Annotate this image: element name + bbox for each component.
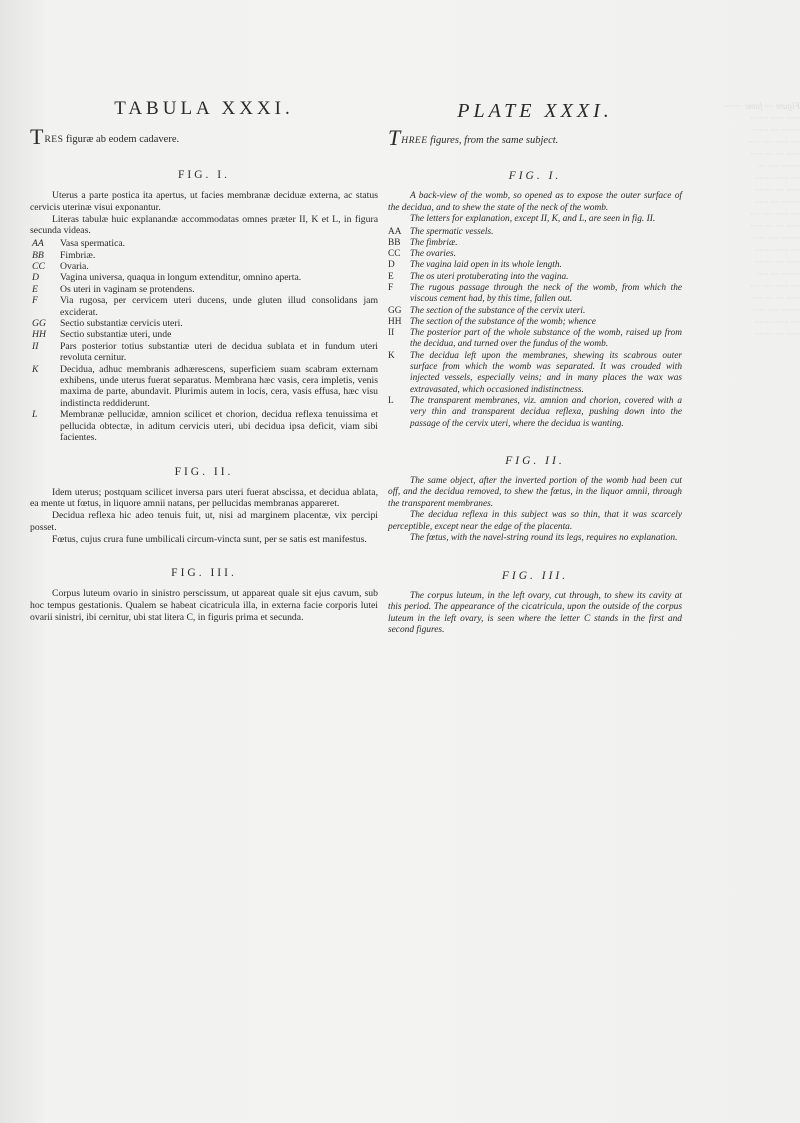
english-intro-text: figures, from the same subject. xyxy=(427,135,559,146)
english-drop-cap: T xyxy=(388,125,401,150)
legend-item xyxy=(388,283,682,306)
legend-text: The transparent membranes, viz. amnion and chorion, covered with a very thin and transparent decidua reflexa, pushing down into the passage of the cervix uteri, where the decidua is wanting. xyxy=(410,395,682,429)
legend-item xyxy=(388,317,682,328)
english-fig1-para1: A back-view of the womb, so opened as to expose the outer surface of the decidua, and to shew the state of the neck of the womb. xyxy=(388,191,682,213)
legend-text: Ovaria. xyxy=(60,261,89,272)
legend-text: The fimbriæ. xyxy=(410,237,458,248)
legend-key: D xyxy=(388,260,395,271)
english-title: PLATE XXXI. xyxy=(457,100,613,122)
latin-fig2-para1: Idem uterus; postquam scilicet inversa pars uteri fuerat abscissa, et decidua ablata, ea mente ut fœtus, in liquore amnii natans, per pellucidas membranas appareret. xyxy=(30,486,378,510)
english-fig2-para1: The same object, after the inverted portion of the womb had been cut off, and the decidua removed, to shew the fœtus, in the liquor amnii, through the transparent membranes. xyxy=(388,475,682,509)
legend-key: F xyxy=(388,282,394,293)
legend-item xyxy=(388,351,682,396)
latin-intro-text: figuræ ab eodem cadavere. xyxy=(63,134,180,145)
english-fig1-heading: FIG. I. xyxy=(508,170,562,182)
legend-key: AA xyxy=(32,238,44,250)
legend-item xyxy=(30,250,378,261)
legend-item xyxy=(30,364,378,410)
latin-fig2-heading: FIG. II. xyxy=(174,465,234,478)
legend-item xyxy=(30,272,378,283)
legend-item xyxy=(388,328,682,351)
legend-text: The rugous passage through the neck of the womb, from which the viscous cement had, by this time, fallen out. xyxy=(410,282,682,305)
english-intro xyxy=(388,125,682,150)
legend-key: L xyxy=(388,395,394,406)
legend-key: II xyxy=(388,328,395,339)
latin-drop-cap: T xyxy=(30,124,44,149)
latin-fig2-para3: Fœtus, cujus crura fune umbilicali circum-vincta sunt, per se satis est manifestus. xyxy=(52,533,367,545)
legend-key: L xyxy=(32,409,38,421)
legend-key: E xyxy=(32,283,38,295)
legend-item xyxy=(30,238,378,249)
latin-fig1-legend xyxy=(30,238,378,443)
english-fig3-heading: FIG. III. xyxy=(501,569,569,582)
latin-intro-caps: RES xyxy=(44,135,64,145)
legend-key: CC xyxy=(388,249,401,260)
legend-text: The ovaries. xyxy=(410,249,456,260)
english-intro-caps: HREE xyxy=(401,136,428,146)
latin-fig1-heading: FIG. I. xyxy=(178,169,230,181)
legend-item xyxy=(30,409,378,443)
legend-key: BB xyxy=(32,249,44,261)
legend-text: Sectio substantiæ cervicis uteri. xyxy=(60,318,183,330)
latin-fig1-para2: Literas tabulæ huic explanandæ accommodatas omnes præter II, K et L, in figura secunda videas. xyxy=(30,213,378,237)
legend-text: Os uteri in vaginam se protendens. xyxy=(60,283,195,295)
english-fig2-para3: The fœtus, with the navel-string round its legs, requires no explanation. xyxy=(410,533,678,544)
legend-text: Sectio substantiæ uteri, unde xyxy=(60,329,172,341)
legend-key: CC xyxy=(32,261,45,272)
english-fig2-heading: FIG. II. xyxy=(505,454,565,467)
legend-key: F xyxy=(32,295,38,307)
legend-item xyxy=(388,396,682,430)
legend-item xyxy=(388,306,682,317)
english-column xyxy=(388,98,682,637)
legend-item xyxy=(30,284,378,295)
english-fig1-para2: The letters for explanation, except II, K, and L, are seen in fig. II. xyxy=(410,214,656,224)
legend-text: The vagina laid open in its whole length. xyxy=(410,260,562,271)
latin-title: TABULA XXXI. xyxy=(114,98,294,119)
legend-text: Vasa spermatica. xyxy=(60,238,126,250)
legend-key: K xyxy=(32,363,39,375)
legend-text: Decidua, adhuc membranis adhærescens, superficiem suam scabram externam exhibens, unde uterus fuerat separatus. Membrana hæc vasis, cera impletis, venis maxima de parte, abundavit. Plurimis autem in locis, cera, vasis effusa, hæc visu indistincta reddiderunt. xyxy=(60,363,378,409)
legend-key: II xyxy=(32,340,39,352)
legend-key: D xyxy=(32,272,39,284)
latin-column xyxy=(30,98,378,624)
legend-item xyxy=(30,329,378,340)
legend-key: GG xyxy=(32,318,46,330)
legend-item xyxy=(30,318,378,329)
legend-text: Fimbriæ. xyxy=(60,249,96,261)
legend-text: The decidua left upon the membranes, shewing its scabrous outer surface from which the womb was separated. It was crouded with injected vessels, especially veins; and in many places the wax was extravasated, which occasioned indistinctness. xyxy=(410,350,682,395)
legend-text: The section of the substance of the womb; whence xyxy=(410,316,596,327)
show-through-text: Figure ···· fame ········ ······ ······ ········ ········ ···· ······· ···· ······ ····· ····· ······ ···· ··· ······ ········ ····· ···· ···· ······· ······· ······ ···· ········ ········ ···· ······ ···· ······ ····· ···· ······ ···· ··· ······ ········ ····· ······ ···· ······· ······· ······ ···· ········ ········ ···· ····· ···· ······ ····· ···· ······ ···· ··· ····· ········ ····· ······ ···· ······· ······· ······ ···· ········ xyxy=(724,101,800,339)
legend-text: Via rugosa, per cervicem uteri ducens, unde gluten illud consolidans jam exciderat. xyxy=(60,295,378,318)
legend-key: E xyxy=(388,271,394,282)
legend-text: The posterior part of the whole substance of the womb, raised up from the decidua, and turned over the fundus of the womb. xyxy=(410,328,682,350)
legend-item xyxy=(388,238,682,249)
legend-key: HH xyxy=(388,316,402,327)
legend-text: The section of the substance of the cervix uteri. xyxy=(410,305,586,316)
latin-fig3-heading: FIG. III. xyxy=(171,567,237,580)
legend-text: Vagina universa, quaqua in longum extenditur, omnino aperta. xyxy=(60,272,302,284)
legend-item xyxy=(388,227,682,238)
legend-key: GG xyxy=(388,305,402,316)
english-fig1-legend xyxy=(388,227,682,430)
legend-text: The os uteri protuberating into the vagina. xyxy=(410,271,569,282)
legend-item xyxy=(30,295,378,318)
legend-item xyxy=(388,260,682,271)
legend-item xyxy=(30,341,378,364)
legend-item xyxy=(388,249,682,260)
legend-text: Pars posterior totius substantiæ uteri de decidua sublata et in fundum uteri revoluta cernitur. xyxy=(60,340,378,364)
legend-item xyxy=(388,272,682,283)
legend-text: Membranæ pellucidæ, amnion scilicet et chorion, decidua reflexa tenuissima et pellucida obtectæ, in aditum cervicis uteri, ubi decidua ipsa deficit, viam sibi facientes. xyxy=(60,409,378,444)
english-fig2-para2: The decidua reflexa in this subject was so thin, that it was scarcely perceptible, except near the edge of the placenta. xyxy=(388,510,682,532)
english-fig3-para1: The corpus luteum, in the left ovary, cut through, to shew its cavity at this period. The appearance of the cicatricula, upon the outside of the corpus luteum in the left ovary, is seen where the letter C stands in the first and second figures. xyxy=(388,590,682,636)
latin-fig2-para2: Decidua reflexa hic adeo tenuis fuit, ut, nisi ad marginem placentæ, vix percipi posset. xyxy=(30,510,378,533)
legend-text: The spermatic vessels. xyxy=(410,226,494,237)
legend-item xyxy=(30,261,378,272)
latin-fig3-para1: Corpus luteum ovario in sinistro perscissum, ut appareat quale sit ejus cavum, sub hoc tempus gestationis. Qualem se habeat cicatricula illa, in externa facie corporis lutei ovarii sinistri, ibi cernitur, ubi stat litera C, in figuris prima et secunda. xyxy=(30,588,378,624)
legend-key: HH xyxy=(32,329,46,341)
legend-key: K xyxy=(388,350,395,361)
latin-fig1-para1: Uterus a parte postica ita apertus, ut facies membranæ deciduæ externa, ac status cervicis uterinæ visui exponantur. xyxy=(30,190,378,213)
latin-intro xyxy=(30,124,378,149)
legend-key: BB xyxy=(388,237,401,248)
legend-key: AA xyxy=(388,226,402,237)
